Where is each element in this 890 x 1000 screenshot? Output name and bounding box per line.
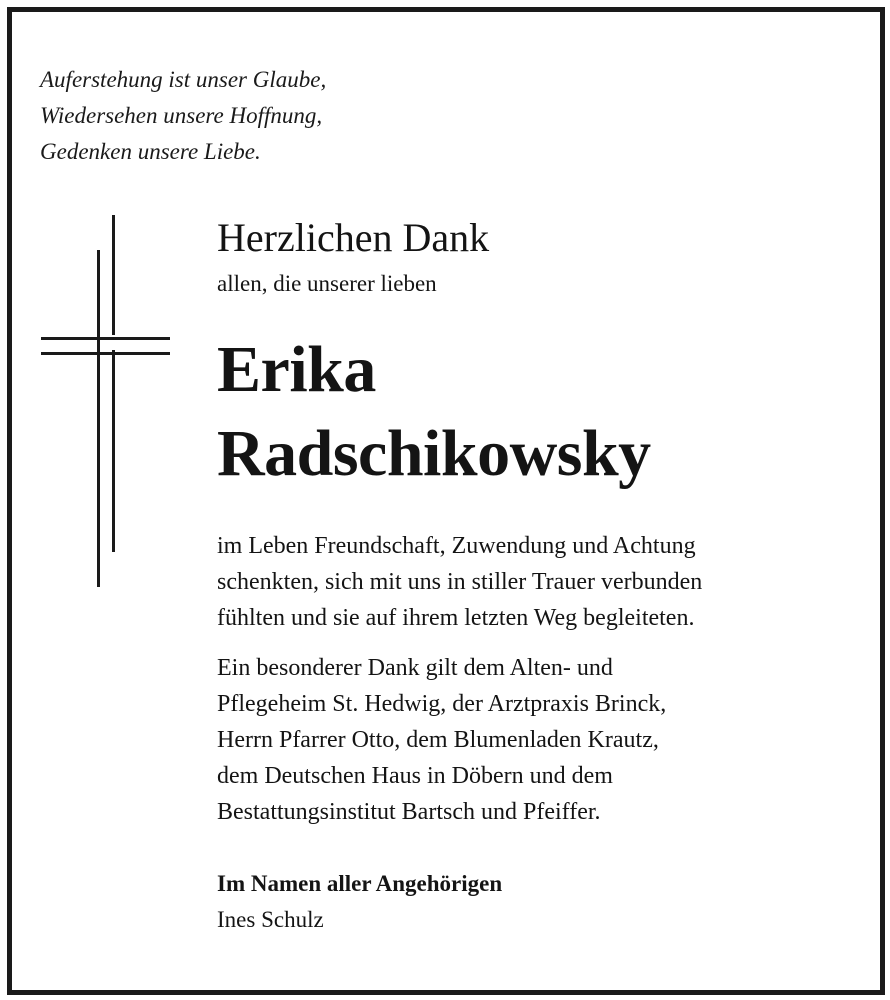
motto-line: Auferstehung ist unser Glaube, (40, 67, 327, 92)
heading-subtitle: allen, die unserer lieben (217, 271, 437, 296)
thanks-paragraph (217, 528, 702, 636)
paragraph-line: Herrn Pfarrer Otto, dem Blumenladen Krautz, (217, 727, 659, 753)
deceased-first-name: Erika (217, 333, 376, 406)
deceased-last-name: Radschikowsky (217, 417, 651, 490)
paragraph-line: Ein besonderer Dank gilt dem Alten- und (217, 655, 613, 681)
motto (40, 62, 326, 170)
signature (217, 866, 502, 938)
motto-line: Gedenken unsere Liebe. (40, 139, 261, 164)
paragraph-line: fühlten und sie auf ihrem letzten Weg begleiteten. (217, 605, 695, 631)
signature-title: Im Namen aller Angehörigen (217, 871, 503, 896)
paragraph-line: dem Deutschen Haus in Döbern und dem (217, 763, 613, 789)
cross-icon (36, 215, 176, 587)
signature-name: Ines Schulz (217, 907, 324, 932)
paragraph-line: im Leben Freundschaft, Zuwendung und Achtung (217, 533, 696, 559)
paragraph-line: Pflegeheim St. Hedwig, der Arztpraxis Brinck, (217, 691, 667, 717)
paragraph-line: Bestattungsinstitut Bartsch und Pfeiffer. (217, 799, 601, 825)
heading-title: Herzlichen Dank (217, 215, 490, 260)
special-thanks-paragraph (217, 650, 666, 830)
paragraph-line: schenkten, sich mit uns in stiller Trauer verbunden (217, 569, 703, 595)
motto-line: Wiedersehen unsere Hoffnung, (40, 103, 323, 128)
